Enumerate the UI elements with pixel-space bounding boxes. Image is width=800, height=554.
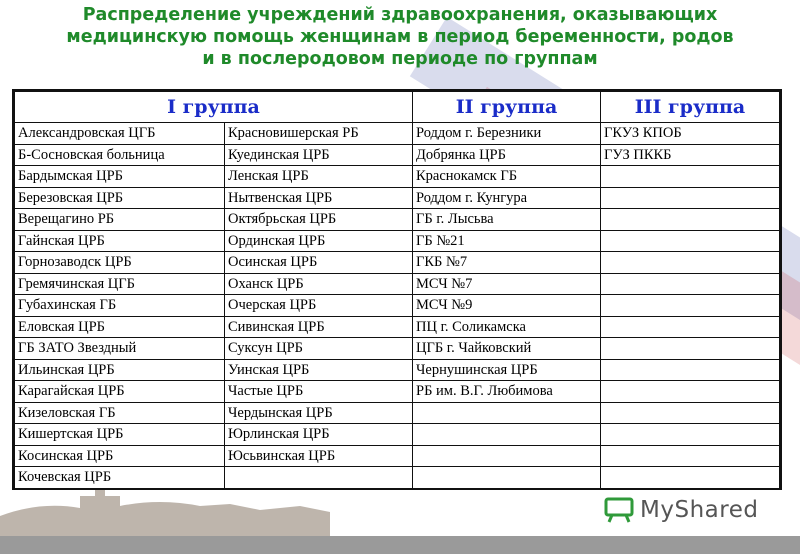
table-cell-group-col-1: Кишертская ЦРБ [15, 424, 225, 446]
table-cell-group-col-4: ГУЗ ПККБ [601, 144, 780, 166]
table-row [15, 402, 780, 424]
table-row [15, 445, 780, 467]
table-cell-group-col-4 [601, 445, 780, 467]
table-cell-group-col-1: ГБ ЗАТО Звездный [15, 338, 225, 360]
table-cell-group-col-2: Красновишерская РБ [225, 123, 413, 145]
table-cell-group-col-3: ГБ №21 [413, 230, 601, 252]
table-cell-group-col-1: Верещагино РБ [15, 209, 225, 231]
header-group-3: III группа [601, 92, 780, 123]
watermark-text-my: My [640, 497, 675, 523]
title-line-2: медицинскую помощь женщинам в период беременности, родов [66, 27, 734, 47]
table-cell-group-col-2: Ординская ЦРБ [225, 230, 413, 252]
table-cell-group-col-1: Косинская ЦРБ [15, 445, 225, 467]
table-cell-group-col-3: МСЧ №9 [413, 295, 601, 317]
table-cell-group-col-3 [413, 467, 601, 489]
table-cell-group-col-1: Бардымская ЦРБ [15, 166, 225, 188]
table-cell-group-col-2: Чердынская ЦРБ [225, 402, 413, 424]
table-cell-group-col-1: Гайнская ЦРБ [15, 230, 225, 252]
table-cell-group-col-2 [225, 467, 413, 489]
table-cell-group-col-4: ГКУЗ КПОБ [601, 123, 780, 145]
table-cell-group-col-1: Гремячинская ЦГБ [15, 273, 225, 295]
table-cell-group-col-4 [601, 338, 780, 360]
table-cell-group-col-4 [601, 295, 780, 317]
table-cell-group-col-4 [601, 273, 780, 295]
watermark-logo [604, 494, 764, 526]
table-cell-group-col-4 [601, 209, 780, 231]
table-cell-group-col-1: Кочевская ЦРБ [15, 467, 225, 489]
groups-table-container [12, 89, 782, 490]
table-row [15, 295, 780, 317]
table-row [15, 338, 780, 360]
table-cell-group-col-4 [601, 316, 780, 338]
table-cell-group-col-2: Юрлинская ЦРБ [225, 424, 413, 446]
table-cell-group-col-2: Ленская ЦРБ [225, 166, 413, 188]
table-cell-group-col-3: ПЦ г. Соликамска [413, 316, 601, 338]
table-cell-group-col-2: Сивинская ЦРБ [225, 316, 413, 338]
table-cell-group-col-4 [601, 252, 780, 274]
table-cell-group-col-4 [601, 187, 780, 209]
table-row [15, 316, 780, 338]
table-cell-group-col-3: Краснокамск ГБ [413, 166, 601, 188]
table-row [15, 123, 780, 145]
table-cell-group-col-1: Б-Сосновская больница [15, 144, 225, 166]
footer-bar [0, 536, 800, 554]
table-row [15, 252, 780, 274]
table-cell-group-col-3: ЦГБ г. Чайковский [413, 338, 601, 360]
table-cell-group-col-2: Уинская ЦРБ [225, 359, 413, 381]
table-cell-group-col-3 [413, 445, 601, 467]
table-cell-group-col-3: Чернушинская ЦРБ [413, 359, 601, 381]
table-cell-group-col-1: Кизеловская ГБ [15, 402, 225, 424]
table-row [15, 467, 780, 489]
table-cell-group-col-1: Губахинская ГБ [15, 295, 225, 317]
table-cell-group-col-4 [601, 230, 780, 252]
table-cell-group-col-1: Ильинская ЦРБ [15, 359, 225, 381]
table-cell-group-col-4 [601, 166, 780, 188]
table-cell-group-col-3: Добрянка ЦРБ [413, 144, 601, 166]
table-row [15, 166, 780, 188]
watermark-text-shared: Shared [674, 497, 759, 523]
table-row [15, 209, 780, 231]
header-group-1: I группа [15, 92, 413, 123]
table-cell-group-col-4 [601, 402, 780, 424]
page-title [20, 4, 780, 70]
table-cell-group-col-2: Юсьвинская ЦРБ [225, 445, 413, 467]
table-cell-group-col-2: Осинская ЦРБ [225, 252, 413, 274]
title-line-3: и в послеродовом периоде по группам [202, 49, 598, 69]
table-row [15, 359, 780, 381]
table-cell-group-col-3 [413, 424, 601, 446]
groups-table [14, 91, 780, 489]
table-row [15, 187, 780, 209]
table-row [15, 424, 780, 446]
table-cell-group-col-4 [601, 359, 780, 381]
table-cell-group-col-1: Горнозаводск ЦРБ [15, 252, 225, 274]
table-header-row [15, 92, 780, 123]
table-body [15, 123, 780, 489]
table-cell-group-col-2: Октябрьская ЦРБ [225, 209, 413, 231]
table-cell-group-col-2: Оханск ЦРБ [225, 273, 413, 295]
table-cell-group-col-3 [413, 402, 601, 424]
table-cell-group-col-2: Нытвенская ЦРБ [225, 187, 413, 209]
table-cell-group-col-4 [601, 424, 780, 446]
table-cell-group-col-2: Суксун ЦРБ [225, 338, 413, 360]
table-row [15, 144, 780, 166]
table-cell-group-col-1: Карагайская ЦРБ [15, 381, 225, 403]
table-cell-group-col-1: Александровская ЦГБ [15, 123, 225, 145]
table-cell-group-col-3: РБ им. В.Г. Любимова [413, 381, 601, 403]
table-cell-group-col-4 [601, 381, 780, 403]
table-cell-group-col-2: Очерская ЦРБ [225, 295, 413, 317]
table-row [15, 230, 780, 252]
table-cell-group-col-1: Березовская ЦРБ [15, 187, 225, 209]
table-cell-group-col-3: ГКБ №7 [413, 252, 601, 274]
table-cell-group-col-3: ГБ г. Лысьва [413, 209, 601, 231]
table-cell-group-col-1: Еловская ЦРБ [15, 316, 225, 338]
table-row [15, 273, 780, 295]
presentation-board-icon [604, 497, 634, 523]
watermark-text [640, 497, 758, 523]
title-line-1: Распределение учреждений здравоохранения, оказывающих [82, 5, 718, 25]
table-row [15, 381, 780, 403]
table-cell-group-col-3: Роддом г. Кунгура [413, 187, 601, 209]
header-group-2: II группа [413, 92, 601, 123]
table-cell-group-col-4 [601, 467, 780, 489]
table-cell-group-col-2: Куединская ЦРБ [225, 144, 413, 166]
table-cell-group-col-2: Частые ЦРБ [225, 381, 413, 403]
table-cell-group-col-3: Роддом г. Березники [413, 123, 601, 145]
table-cell-group-col-3: МСЧ №7 [413, 273, 601, 295]
